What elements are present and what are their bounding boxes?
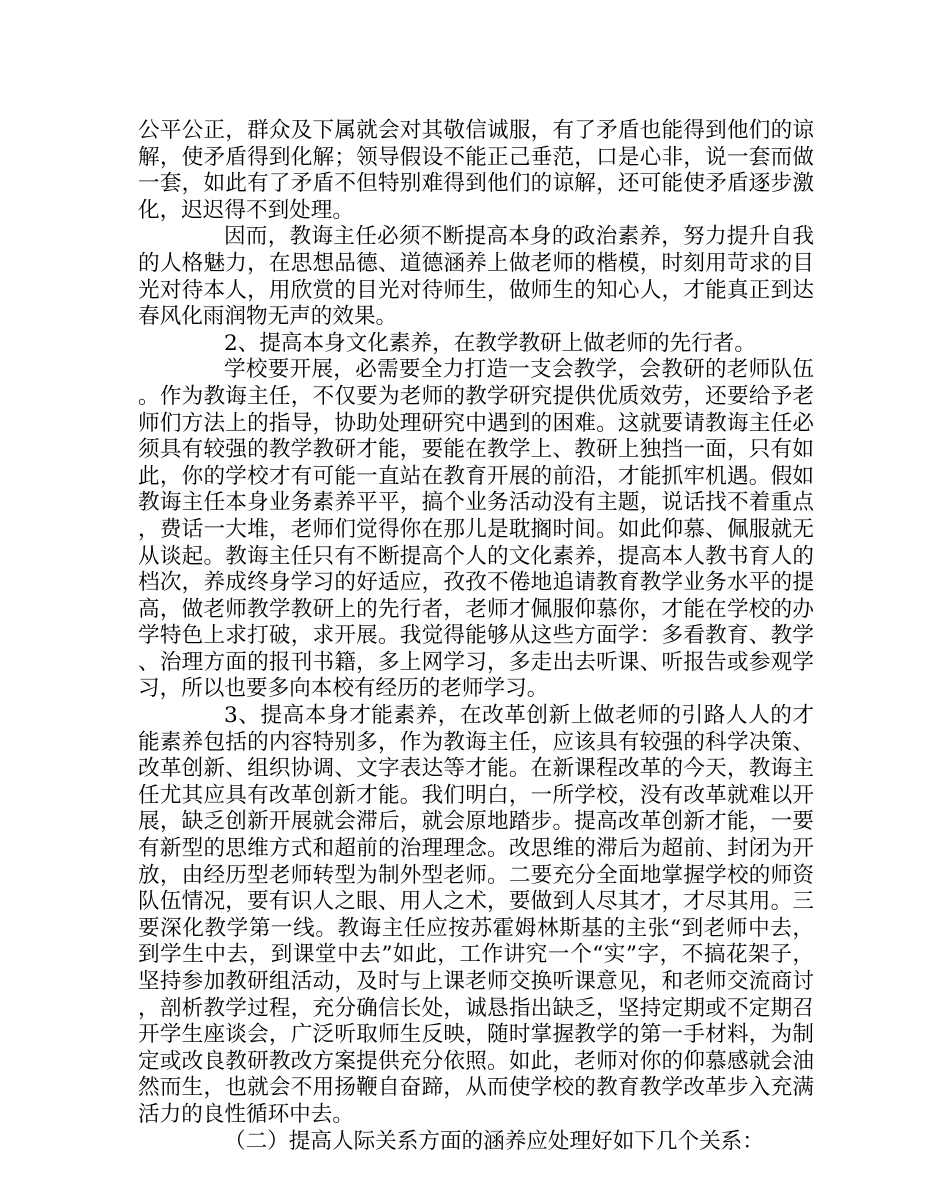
paragraph-4: 学校要开展，必需要全力打造一支会教学，会教研的老师队伍。作为教诲主任，不仅要为老师的教学研究提供优质效劳，还要给予老师们方法上的指导，协助处理研究中遇到的困难。这就要请教诲主任必须具有较强的教学教研才能，要能在教学上、教研上独挡一面，只有如此，你的学校才有可能一直站在教育开展的前沿，才能抓牢机遇。假如教诲主任本身业务素养平平，搞个业务活动没有主题，说话找不着重点，费话一大堆，老师们觉得你在那儿是耽搁时间。如此仰慕、佩服就无从谈起。教诲主任只有不断提高个人的文化素养，提高本人教书育人的档次，养成终身学习的好适应，孜孜不倦地追请教育教学业务水平的提高，做老师教学教研上的先行者，老师才佩服仰慕你，才能在学校的办学特色上求打破，求开展。我觉得能够从这些方面学：多看教育、教学、治理方面的报刊书籍，多上网学习，多走出去听课、听报告或参观学习，所以也要多向本校有经历的老师学习。 — [138, 357, 814, 702]
paragraph-2: 因而，教诲主任必须不断提高本身的政治素养，努力提升自我的人格魅力，在思想品德、道德涵养上做老师的楷模，时刻用苛求的目光对待本人，用欣赏的目光对待师生，做师生的知心人，才能真正到达春风化雨润物无声的效果。 — [138, 224, 814, 330]
section-heading-2: 2、提高本身文化素养，在教学教研上做老师的先行者。 — [224, 330, 756, 356]
document-page — [138, 118, 814, 1155]
paragraph-5: 3、提高本身才能素养，在改革创新上做老师的引路人人的才能素养包括的内容特别多，作为教诲主任，应该具有较强的科学决策、改革创新、组织协调、文字表达等才能。在新课程改革的今天，教诲主任尤其应具有改革创新才能。我们明白，一所学校，没有改革就难以开展，缺乏创新开展就会滞后，就会原地踏步。提高改革创新才能，一要有新型的思维方式和超前的治理理念。改思维的滞后为超前、封闭为开放，由经历型老师转型为制外型老师。二要充分全面地掌握学校的师资队伍情况，要有识人之眼、用人之术，要做到人尽其才，才尽其用。三要深化教学第一线。教诲主任应按苏霍姆林斯基的主张“到老师中去，到学生中去，到课堂中去”如此，工作讲究一个“实”字，不搞花架子，坚持参加教研组活动，及时与上课老师交换听课意见，和老师交流商讨，剖析教学过程，充分确信长处，诚恳指出缺乏，坚持定期或不定期召开学生座谈会，广泛听取师生反映，随时掌握教学的第一手材料，为制定或改良教研教改方案提供充分依照。如此，老师对你的仰慕感就会油然而生，也就会不用扬鞭自奋蹄，从而使学校的教育教学改革步入充满活力的良性循环中去。 — [138, 703, 814, 1127]
paragraph-1: 公平公正，群众及下属就会对其敬信诚服，有了矛盾也能得到他们的谅解，使矛盾得到化解；领导假设不能正己垂范，口是心非，说一套而做一套，如此有了矛盾不但特别难得到他们的谅解，还可能使矛盾逐步激化，迟迟得不到处理。 — [138, 118, 814, 223]
section-heading-interpersonal: （二）提高人际关系方面的涵养应处理好如下几个关系： — [224, 1128, 764, 1154]
